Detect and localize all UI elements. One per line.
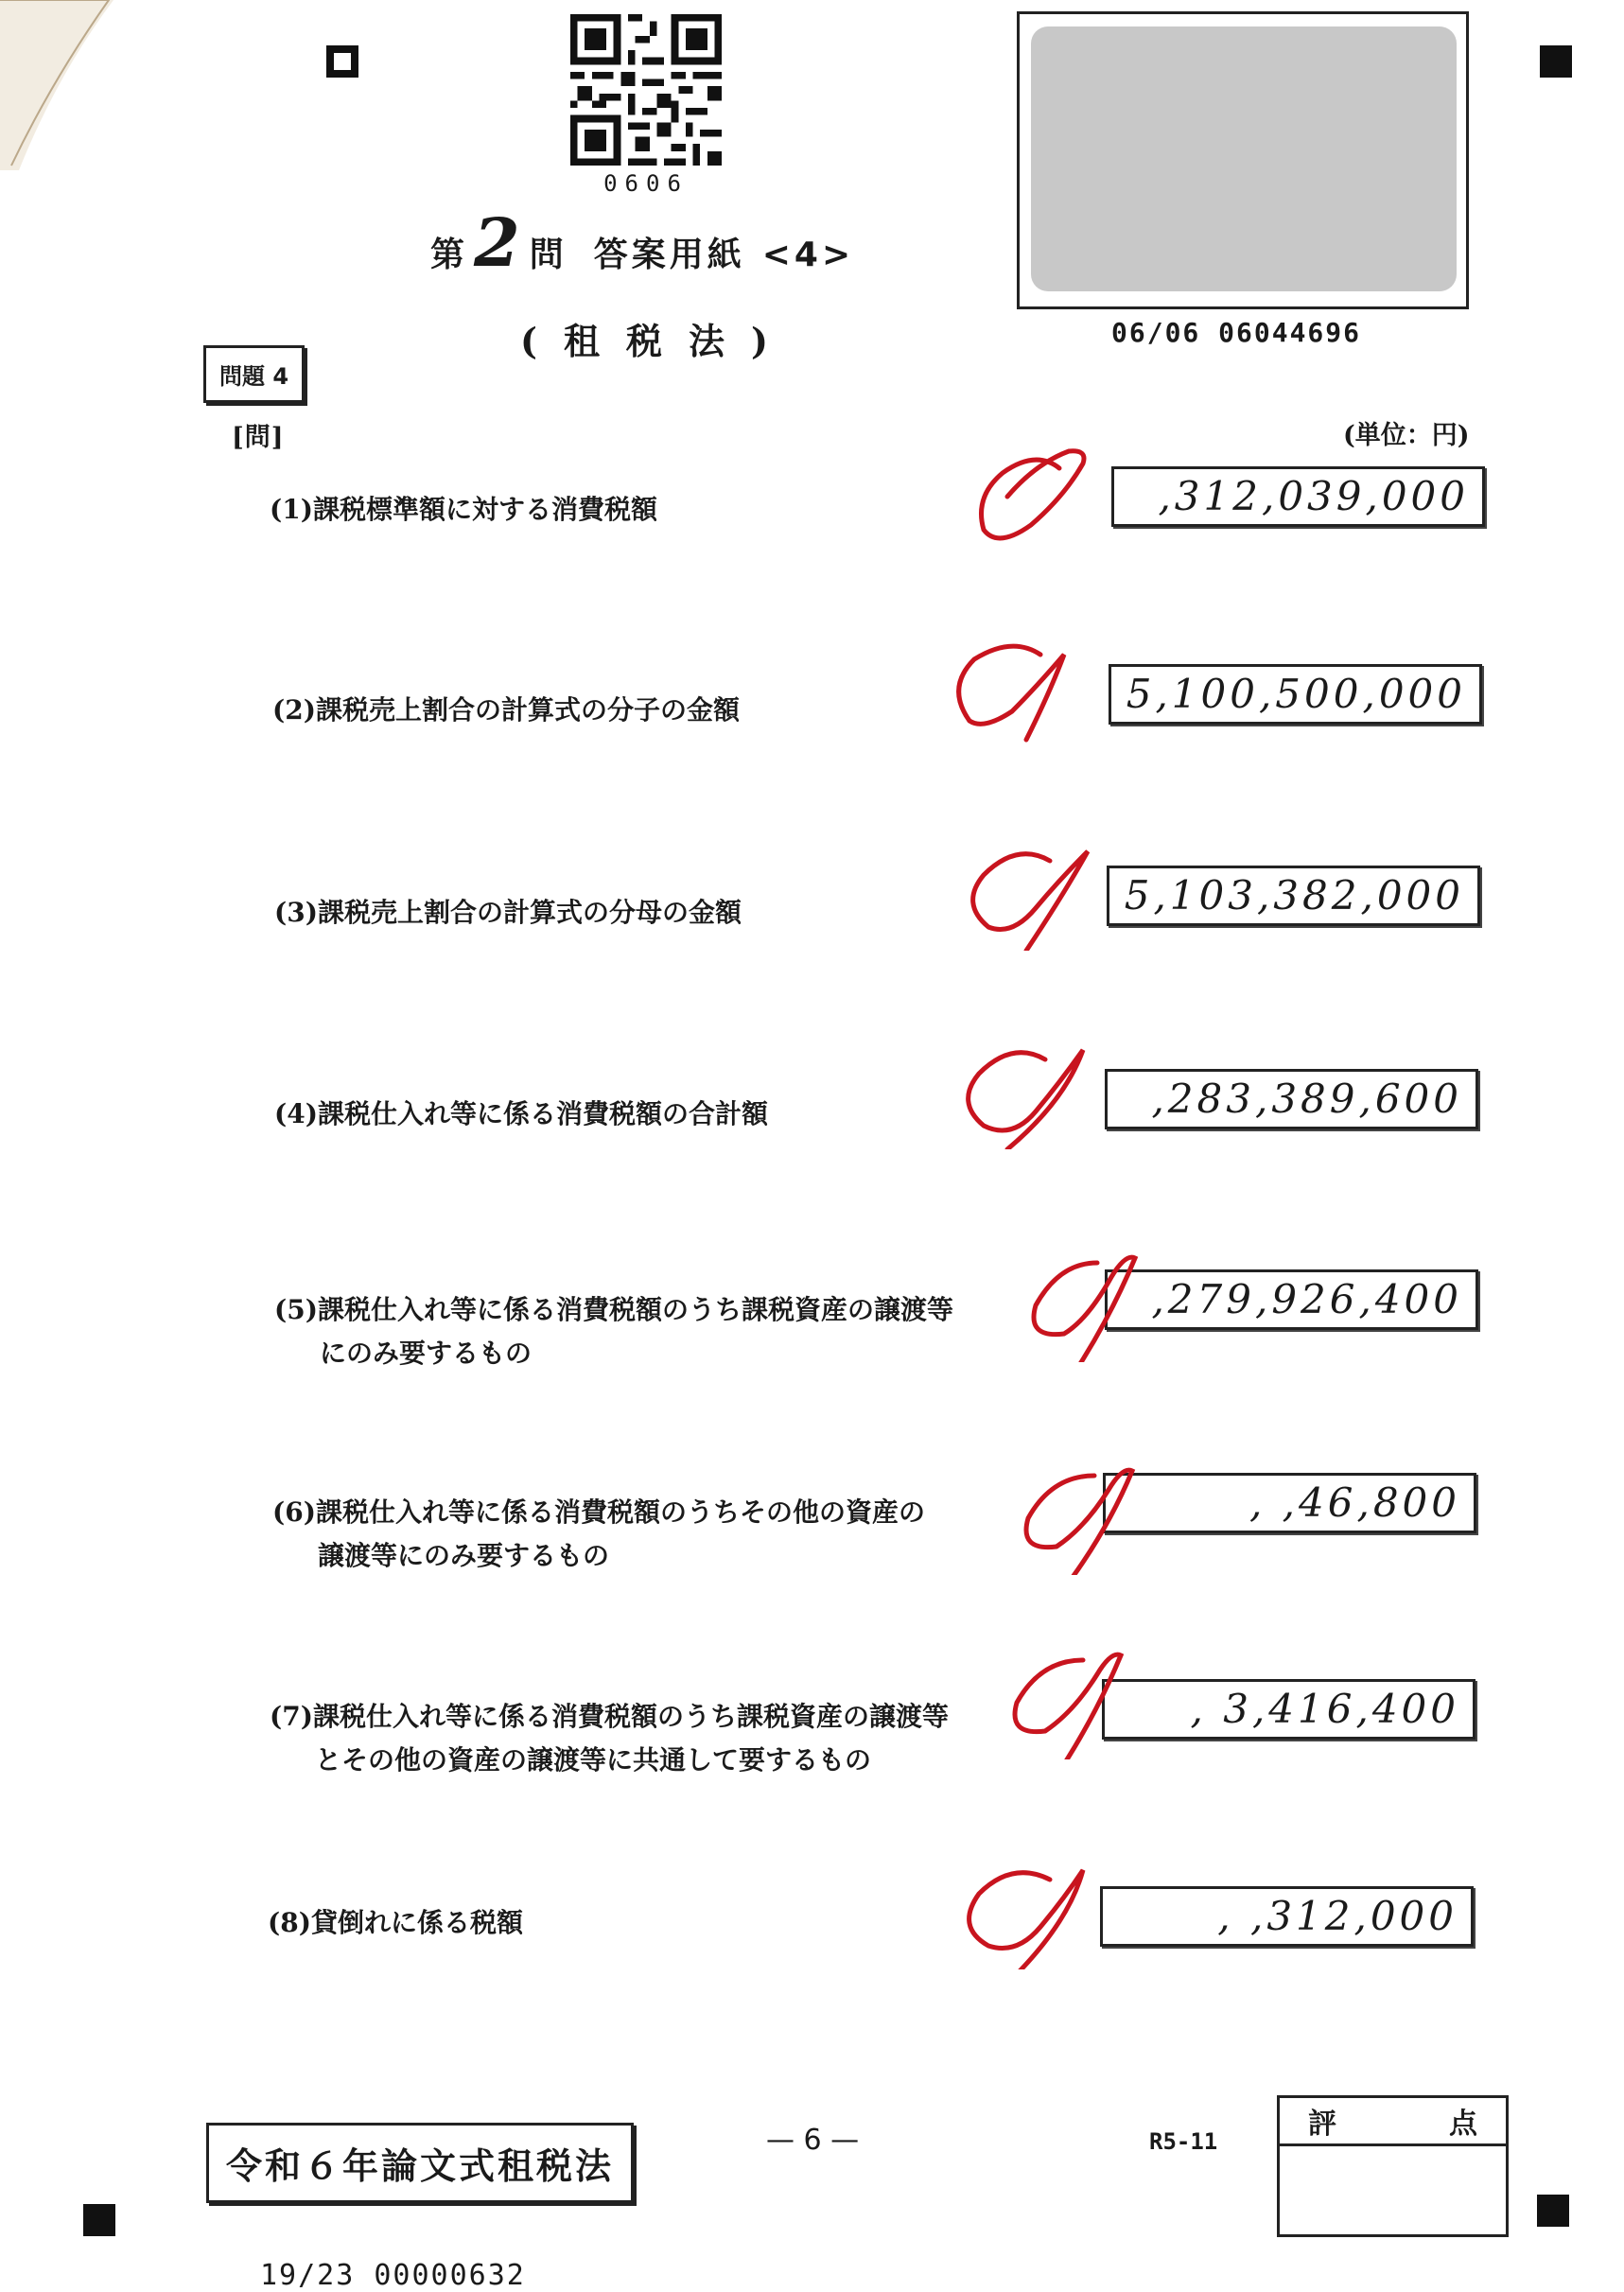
title-suffix: 問 bbox=[529, 235, 568, 274]
bottom-id: 19/23 00000632 bbox=[260, 2259, 526, 2292]
answer-box-3[interactable]: 5,103,382,000 bbox=[1107, 866, 1480, 926]
problem-label: 問題 4 bbox=[203, 345, 305, 403]
answer-box-4[interactable]: ,283,389,600 bbox=[1105, 1069, 1478, 1129]
unit-label: (単位：円) bbox=[1343, 421, 1470, 450]
red-check-icon bbox=[946, 636, 1088, 749]
page-curl bbox=[0, 0, 132, 208]
question-item: (4)課税仕入れ等に係る消費税額の合計額 bbox=[274, 1098, 768, 1129]
page-subtitle: (租税法) bbox=[520, 320, 795, 362]
red-check-icon bbox=[1022, 1249, 1163, 1362]
registration-mark-top-left bbox=[326, 45, 358, 78]
answer-box-8[interactable]: , ,312,000 bbox=[1100, 1886, 1474, 1947]
red-check-icon bbox=[969, 440, 1111, 553]
score-label-left: 評 bbox=[1308, 2108, 1336, 2141]
answer-box-7[interactable]: , 3,416,400 bbox=[1102, 1679, 1476, 1740]
answer-box-1[interactable]: ,312,039,000 bbox=[1111, 466, 1485, 527]
answer-box-6[interactable]: , ,46,800 bbox=[1103, 1473, 1476, 1533]
red-check-icon bbox=[955, 1856, 1097, 1969]
question-item: (3)課税売上割合の計算式の分母の金額 bbox=[274, 897, 742, 928]
score-box bbox=[1277, 2095, 1509, 2237]
red-check-icon bbox=[960, 837, 1102, 951]
qr-number: 0606 bbox=[603, 170, 689, 197]
title-number: 2 bbox=[474, 203, 524, 282]
answer-box-5[interactable]: ,279,926,400 bbox=[1105, 1269, 1478, 1330]
question-item: (5)課税仕入れ等に係る消費税額のうち課税資産の譲渡等 にのみ要するもの bbox=[274, 1294, 953, 1369]
title-prefix: 第 bbox=[430, 235, 469, 274]
registration-mark-top-right bbox=[1540, 45, 1572, 78]
red-check-icon bbox=[1014, 1461, 1156, 1575]
form-code: R5-11 bbox=[1149, 2128, 1218, 2155]
title-main: 答案用紙 bbox=[593, 235, 745, 274]
answer-box-2[interactable]: 5,100,500,000 bbox=[1109, 664, 1482, 725]
exam-title: 令和６年論文式租税法 bbox=[206, 2123, 634, 2203]
score-header bbox=[1280, 2098, 1506, 2146]
candidate-id: 06/06 06044696 bbox=[1111, 317, 1362, 348]
registration-mark-bottom-right bbox=[1537, 2195, 1569, 2227]
question-item: (6)課税仕入れ等に係る消費税額のうちその他の資産の 譲渡等にのみ要するもの bbox=[272, 1496, 925, 1571]
red-check-icon bbox=[998, 1646, 1140, 1759]
page-title bbox=[430, 203, 854, 282]
redacted-area bbox=[1031, 26, 1457, 291]
score-label-right: 点 bbox=[1449, 2108, 1477, 2141]
question-item: (2)課税売上割合の計算式の分子の金額 bbox=[272, 694, 740, 726]
question-label: [問] bbox=[232, 423, 285, 452]
registration-mark-bottom-left bbox=[83, 2204, 115, 2236]
qr-code bbox=[570, 14, 722, 166]
question-item: (1)課税標準額に対する消費税額 bbox=[270, 494, 657, 525]
question-item: (8)貸倒れに係る税額 bbox=[268, 1907, 523, 1938]
red-check-icon bbox=[955, 1036, 1097, 1149]
title-page: <4> bbox=[761, 236, 855, 274]
page-number: — 6 — bbox=[766, 2124, 860, 2157]
question-item: (7)課税仕入れ等に係る消費税額のうち課税資産の譲渡等 とその他の資産の譲渡等に共通して要するもの bbox=[270, 1701, 949, 1776]
